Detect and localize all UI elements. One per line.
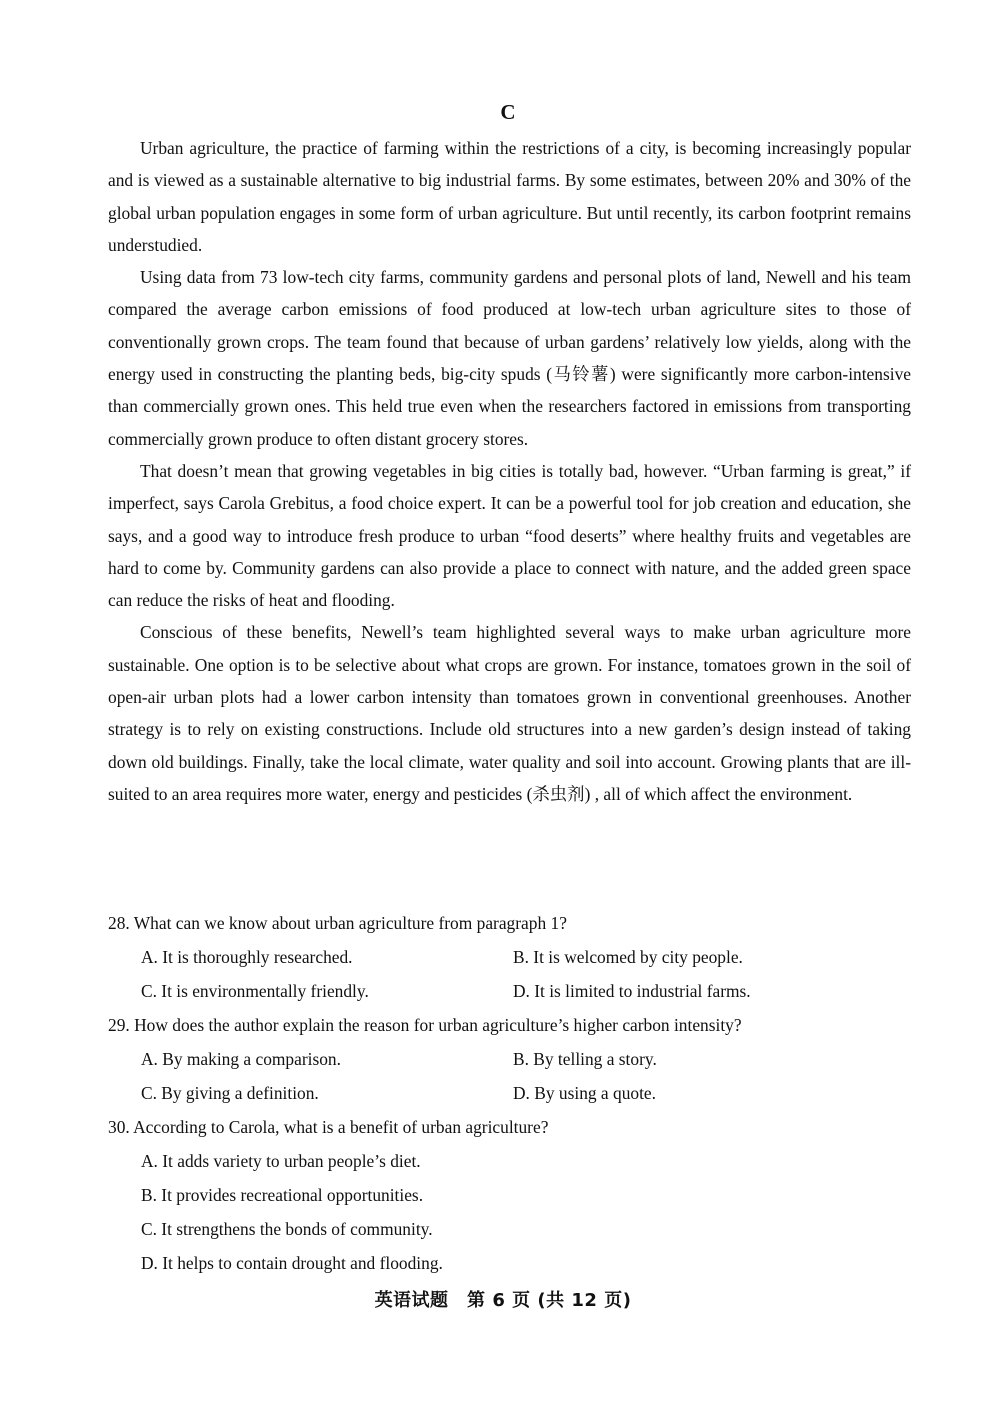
option-b: B. It provides recreational opportunities. bbox=[141, 1185, 424, 1205]
question-list bbox=[108, 906, 911, 1280]
option-a: A. It is thoroughly researched. bbox=[141, 947, 353, 967]
question-29 bbox=[108, 1008, 911, 1110]
option-d: D. It is limited to industrial farms. bbox=[513, 981, 751, 1001]
option-row bbox=[108, 940, 911, 974]
paragraph-4: Conscious of these benefits, Newell’s team highlighted several ways to make urban agriculture more sustainable. One option is to be selective about what crops are grown. For instance, tomatoes grown in the soil of open-air urban plots had a lower carbon intensity than tomatoes grown in conventional greenhouses. Another strategy is to rely on existing constructions. Include old structures into a new garden’s design instead of taking down old buildings. Finally, take the local climate, water quality and soil into account. Growing plants that are ill-suited to an area requires more water, energy and pesticides (杀虫剂) , all of which affect the environment. bbox=[108, 622, 911, 804]
paragraph-2: Using data from 73 low-tech city farms, community gardens and personal plots of land, Newell and his team compared the average carbon emissions of food produced at low-tech urban agriculture sites to those of conventionally grown crops. The team found that because of urban gardens’ relatively low yields, along with the energy used in constructing the planting beds, big-city spuds (马铃薯) were significantly more carbon-intensive than commercially grown ones. This held true even when the researchers factored in emissions from transporting commercially grown produce to often distant grocery stores. bbox=[108, 267, 911, 449]
question-28 bbox=[108, 906, 911, 1008]
paragraph-3: That doesn’t mean that growing vegetables in big cities is totally bad, however. “Urban farming is great,” if imperfect, says Carola Grebitus, a food choice expert. It can be a powerful tool for job creation and education, she says, and a good way to introduce fresh produce to urban “food deserts” where healthy fruits and vegetables are hard to come by. Community gardens can also provide a place to connect with nature, and the added green space can reduce the risks of heat and flooding. bbox=[108, 460, 911, 611]
option-row bbox=[108, 974, 911, 1008]
option-row bbox=[108, 1076, 911, 1110]
option-c: C. It strengthens the bonds of community. bbox=[141, 1219, 433, 1239]
question-stem: 30. According to Carola, what is a benefit of urban agriculture? bbox=[108, 1117, 549, 1137]
option-d: D. It helps to contain drought and flooding. bbox=[141, 1253, 443, 1273]
option-c: C. By giving a definition. bbox=[141, 1083, 319, 1103]
page-footer: 英语试题 第 6 页 (共 12 页) bbox=[374, 1290, 632, 1311]
option-c: C. It is environmentally friendly. bbox=[141, 981, 369, 1001]
question-stem: 28. What can we know about urban agriculture from paragraph 1? bbox=[108, 913, 567, 933]
option-d: D. By using a quote. bbox=[513, 1083, 656, 1103]
option-a: A. By making a comparison. bbox=[141, 1049, 341, 1069]
option-a: A. It adds variety to urban people’s diet. bbox=[141, 1151, 421, 1171]
question-stem: 29. How does the author explain the reason for urban agriculture’s higher carbon intensity? bbox=[108, 1015, 742, 1035]
section-letter: C bbox=[500, 100, 516, 124]
paragraph-1: Urban agriculture, the practice of farming within the restrictions of a city, is becoming increasingly popular and is viewed as a sustainable alternative to big industrial farms. By some estimates, between 20% and 30% of the global urban population engages in some form of urban agriculture. But until recently, its carbon footprint remains understudied. bbox=[108, 138, 911, 255]
option-row bbox=[108, 1042, 911, 1076]
question-30 bbox=[108, 1110, 911, 1280]
reading-passage bbox=[108, 132, 911, 810]
option-b: B. It is welcomed by city people. bbox=[513, 947, 743, 967]
option-b: B. By telling a story. bbox=[513, 1049, 657, 1069]
